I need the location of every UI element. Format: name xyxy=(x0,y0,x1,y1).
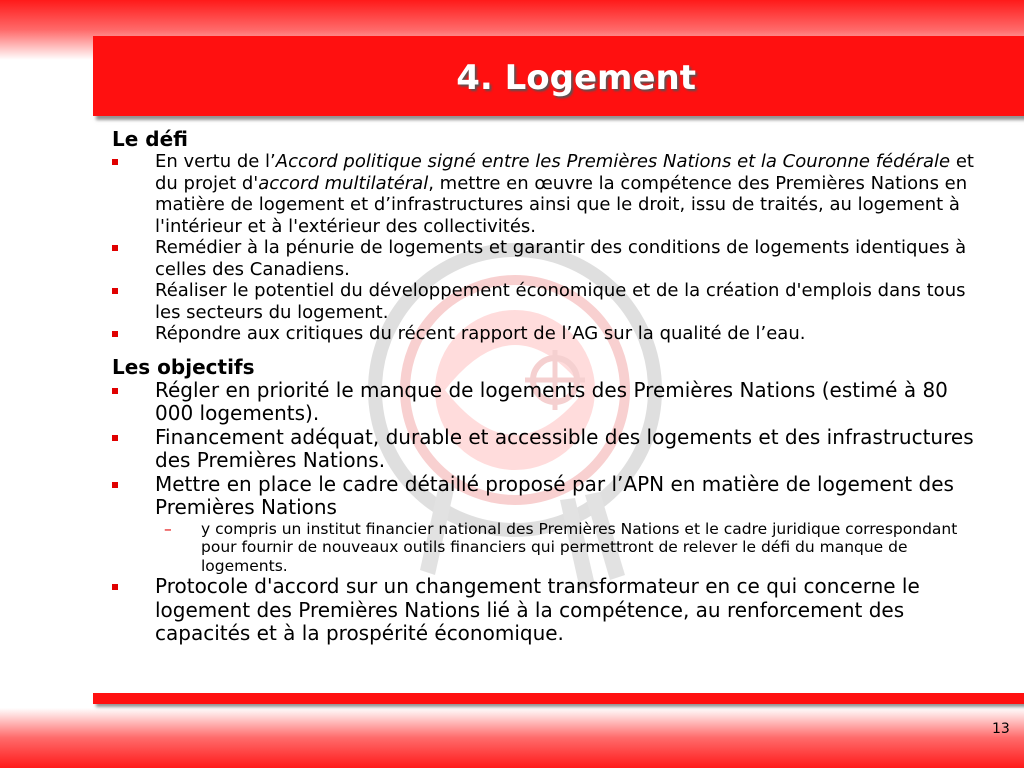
list-item xyxy=(112,237,992,280)
bullet-text: Protocole d'accord sur un changement transformateur en ce qui concerne le logement des Premières Nations lié à la compétence, au renforcement des capacités et à la prospérité économique. xyxy=(155,574,920,645)
slide-content xyxy=(112,127,992,646)
square-bullet-icon xyxy=(112,435,118,441)
bullet-text: Régler en priorité le manque de logements des Premières Nations (estimé à 80 000 logements). xyxy=(155,377,948,425)
bullet-text-part: et du projet d' xyxy=(155,151,974,194)
square-bullet-icon xyxy=(112,331,118,337)
bullet-text-part: , mettre en œuvre la compétence des Premières Nations en matière de logement et d’infrastructures ainsi que le droit, issu de traités, au logement à l'intérieur et à l'extérieur des collectivités. xyxy=(155,172,968,237)
list-item xyxy=(112,151,992,237)
list-item xyxy=(112,379,992,426)
list-item xyxy=(112,280,992,323)
slide-title: 4. Logement xyxy=(456,58,696,98)
square-bullet-icon xyxy=(112,388,118,394)
sub-list-item xyxy=(112,520,992,576)
bullet-text-part: En vertu de l’ xyxy=(155,151,276,172)
section-heading-objectifs: Les objectifs xyxy=(112,354,255,379)
square-bullet-icon xyxy=(112,245,118,251)
objectifs-bullet-list-continued xyxy=(112,575,992,646)
section-heading-defi: Le défi xyxy=(112,127,188,151)
bullet-text-italic: Accord politique signé entre les Premières Nations et la Couronne fédérale xyxy=(275,151,951,172)
footer-bar xyxy=(93,693,1024,704)
bullet-text-italic: accord multilatéral xyxy=(258,172,429,194)
objectifs-bullet-list xyxy=(112,379,992,520)
square-bullet-icon xyxy=(112,482,118,488)
list-item xyxy=(112,473,992,520)
bullet-text: Remédier à la pénurie de logements et garantir des conditions de logements identiques à celles des Canadiens. xyxy=(155,237,967,280)
square-bullet-icon xyxy=(112,288,118,294)
list-item xyxy=(112,426,992,473)
bullet-text: Mettre en place le cadre détaillé proposé par l’APN en matière de logement des Premières Nations xyxy=(155,471,954,519)
square-bullet-icon xyxy=(112,159,118,165)
list-item xyxy=(112,575,992,646)
page-number: 13 xyxy=(992,721,1010,737)
sub-bullet-list xyxy=(112,520,992,576)
bullet-text: Financement adéquat, durable et accessible des logements et des infrastructures des Premières Nations. xyxy=(155,424,974,472)
bullet-text: Répondre aux critiques du récent rapport de l’AG sur la qualité de l’eau. xyxy=(155,323,806,344)
square-bullet-icon xyxy=(112,584,118,590)
bullet-text: Réaliser le potentiel du développement économique et de la création d'emplois dans tous les secteurs du logement. xyxy=(155,280,966,323)
list-item xyxy=(112,323,992,345)
dash-bullet-icon: – xyxy=(164,519,172,538)
defi-bullet-list xyxy=(112,151,992,345)
sub-bullet-text: y compris un institut financier national des Premières Nations et le cadre juridique correspondant pour fournir de nouveaux outils financiers qui permettront de relever le défi du manque de logements. xyxy=(201,519,958,575)
